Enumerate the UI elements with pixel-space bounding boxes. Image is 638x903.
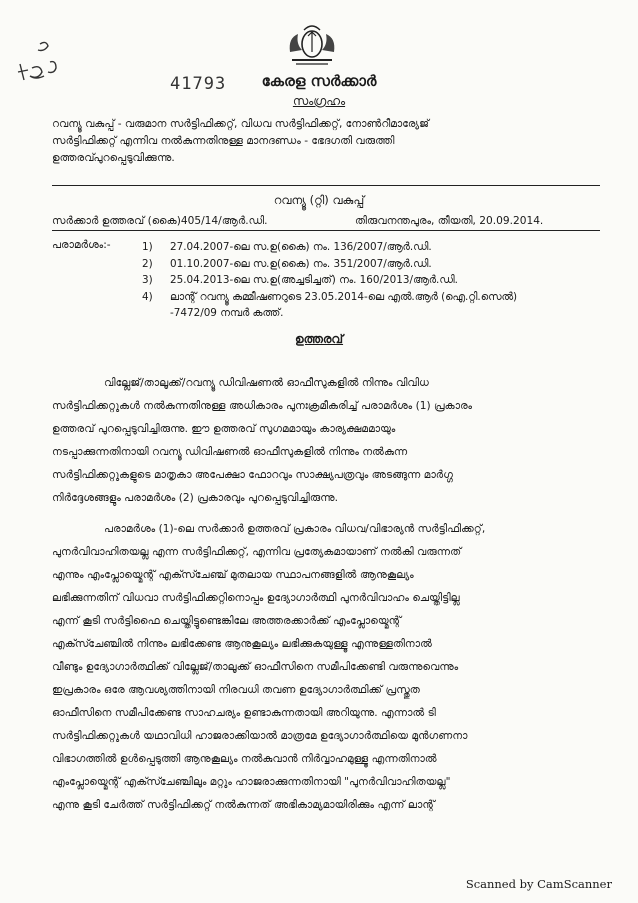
paragraph-line: സർട്ടിഫിക്കറ്റുകൾ യഥാവിധി ഹാജരാക്കിയാൽ മാത്രമേ ഉദ്യോഗാർത്ഥിയെ മുൻഗണനാ [52, 730, 468, 742]
paragraph-line: വീണ്ടും ഉദ്യോഗാർത്ഥിക്ക് വില്ലേജ്/താലൂക്ക് ഓഫീസിനെ സമീപിക്കേണ്ടി വരുന്നുവെന്നും [52, 661, 459, 673]
paragraph-1 [52, 372, 604, 510]
reference-number: 4) [142, 290, 153, 303]
reference-text: 01.10.2007-ലെ സ.ഉ(കൈ) നം. 351/2007/ആർ.ഡി. [170, 257, 432, 270]
paragraph-line: ഇപ്രകാരം ഒരേ ആവശ്യത്തിനായി നിരവധി തവണ ഉദ്യോഗാർത്ഥിക്ക് പ്രസ്തുത [52, 684, 420, 696]
paragraph-2 [52, 518, 604, 817]
reference-number: 1) [142, 241, 153, 253]
reference-item [142, 272, 602, 289]
paragraph-line: എന്നു കൂടി ചേർത്ത് സർട്ടിഫിക്കറ്റ് നൽകുന്നത് അഭികാമ്യമായിരിക്കും എന്ന് ലാന്റ് [52, 799, 435, 811]
reference-item [142, 289, 602, 306]
reference-text: 27.04.2007-ലെ സ.ഉ(കൈ) നം. 136/2007/ആർ.ഡി. [170, 241, 432, 253]
order-heading: ഉത്തരവ് [294, 332, 344, 346]
paragraph-line: എന്നും എംപ്ലോയ്മെന്റ് എക്സ്ചേഞ്ച് മുതലായ സ്ഥാപനങ്ങളിൽ ആനുകൂല്യം [52, 569, 414, 581]
summary-subtitle: സംഗ്രഹം [292, 94, 346, 108]
paragraph-line: വില്ലേജ്/താലൂക്ക്/റവന്യൂ ഡിവിഷണൽ ഓഫീസുകളിൽ നിന്നും വിവിധ [104, 377, 429, 389]
paragraph-line: സർട്ടിഫിക്കറ്റുകളുടെ മാതൃകാ അപേക്ഷാ ഫോറവും സാക്ഷ്യപത്രവും അടങ്ങുന്ന മാർഗ്ഗ [52, 469, 453, 481]
divider-line [52, 185, 600, 186]
references-list [142, 239, 602, 322]
paragraph-line: എംപ്ലോയ്മെന്റ് എക്സ്ചേഞ്ചിലും മറ്റും ഹാജരാക്കുന്നതിനായി "പുനർവിവാഹിതയല്ല" [52, 776, 451, 788]
summary-block [52, 116, 600, 167]
stamp-number: 41793 [170, 74, 227, 94]
paragraph-line: പുനർവിവാഹിതയല്ല എന്ന സർട്ടിഫിക്കറ്റ്, എന്നിവ പ്രത്യേകമായാണ് നൽകി വരുന്നത് [52, 546, 462, 558]
summary-line: സർട്ടിഫിക്കറ്റ് എന്നിവ നൽകുന്നതിനുള്ള മാനദണ്ഡം - ഭേദഗതി വരുത്തി [52, 135, 395, 147]
paragraph-line: എക്സ്ചേഞ്ചിൽ നിന്നും ലഭിക്കേണ്ട ആനുകൂല്യം ലഭിക്കുകയുള്ളൂ എന്നുള്ളതിനാൽ [52, 638, 432, 650]
summary-line: റവന്യൂ വകുപ്പ് - വരുമാന സർട്ടിഫിക്കറ്റ്, വിധവ സർട്ടിഫിക്കറ്റ്, നോൺറീമാര്യേജ് [52, 118, 429, 130]
reference-item [142, 256, 602, 273]
paragraph-line: സർട്ടിഫിക്കറ്റുകൾ നൽകുന്നതിനുള്ള അധികാരം പുനഃക്രമീകരിച്ച് പരാമർശം (1) പ്രകാരം [52, 400, 473, 412]
reference-text: 25.04.2013-ലെ സ.ഉ(അച്ചടിച്ചത്) നം. 160/2013/ആർ.ഡി. [170, 274, 458, 286]
paragraph-line: നിർദ്ദേശങ്ങളും പരാമർശം (2) പ്രകാരവും പുറപ്പെടുവിച്ചിരുന്നു. [52, 492, 339, 504]
summary-line: ഉത്തരവ്പുറപ്പെടുവിക്കുന്നു. [52, 152, 175, 164]
reference-text: ലാന്റ് റവന്യൂ കമ്മീഷണറുടെ 23.05.2014-ലെ എൽ.ആർ (ഐ.റ്റി.സെൽ) [170, 290, 518, 303]
reference-number: 3) [142, 274, 153, 286]
paragraph-line: ഉത്തരവ് പുറപ്പെടുവിച്ചിരുന്നു. ഈ ഉത്തരവ് സുഗമമായും കാര്യക്ഷമമായും [52, 423, 396, 435]
reference-item [142, 239, 602, 256]
paragraph-line: നടപ്പാക്കുന്നതിനായി റവന്യൂ ഡിവിഷണൽ ഓഫീസുകളിൽ നിന്നും നൽകുന്ന [52, 446, 408, 458]
reference-continuation: -7472/09 നമ്പർ കത്ത്. [170, 307, 284, 319]
paragraph-line: പരാമർശം (1)-ലെ സർക്കാർ ഉത്തരവ് പ്രകാരം വിധവ/വിഭാര്യൻ സർട്ടിഫിക്കറ്റ്, [104, 523, 486, 535]
order-number: സർക്കാർ ഉത്തരവ് (കൈ)405/14/ആർ.ഡി. [52, 215, 268, 227]
government-title: കേരള സർക്കാർ [261, 72, 377, 90]
scanner-watermark: Scanned by CamScanner [465, 877, 612, 891]
paragraph-line: ലഭിക്കുന്നതിന് വിധവാ സർട്ടിഫിക്കറ്റിനൊപ്പം ഉദ്യോഗാർത്ഥി പുനർവിവാഹം ചെയ്തിട്ടില്ല [52, 592, 460, 604]
order-underline [52, 230, 600, 231]
kerala-emblem-icon [284, 22, 340, 70]
department-name: റവന്യൂ (റ്റി) വകുപ്പ് [273, 193, 365, 207]
paragraph-line: എന്ന് കൂടി സർട്ടിഫൈ ചെയ്തിട്ടുണ്ടെങ്കിലേ അത്തരക്കാർക്ക് എംപ്ലോയ്മെന്റ് [52, 615, 402, 627]
order-place-date: തിരുവനന്തപുരം, തീയതി, 20.09.2014. [355, 215, 544, 227]
paragraph-line: ഓഫീസിനെ സമീപിക്കേണ്ട സാഹചര്യം ഉണ്ടാകുന്നതായി അറിയുന്നു. എന്നാൽ ടി [52, 707, 436, 719]
references-label: പരാമർശം:- [52, 239, 111, 251]
reference-number: 2) [142, 257, 153, 270]
paragraph-line: വിഭാഗത്തിൽ ഉൾപ്പെടുത്തി ആനുകൂല്യം നൽകുവാൻ നിർവ്വാഹമുള്ളൂ എന്നതിനാൽ [52, 753, 437, 765]
